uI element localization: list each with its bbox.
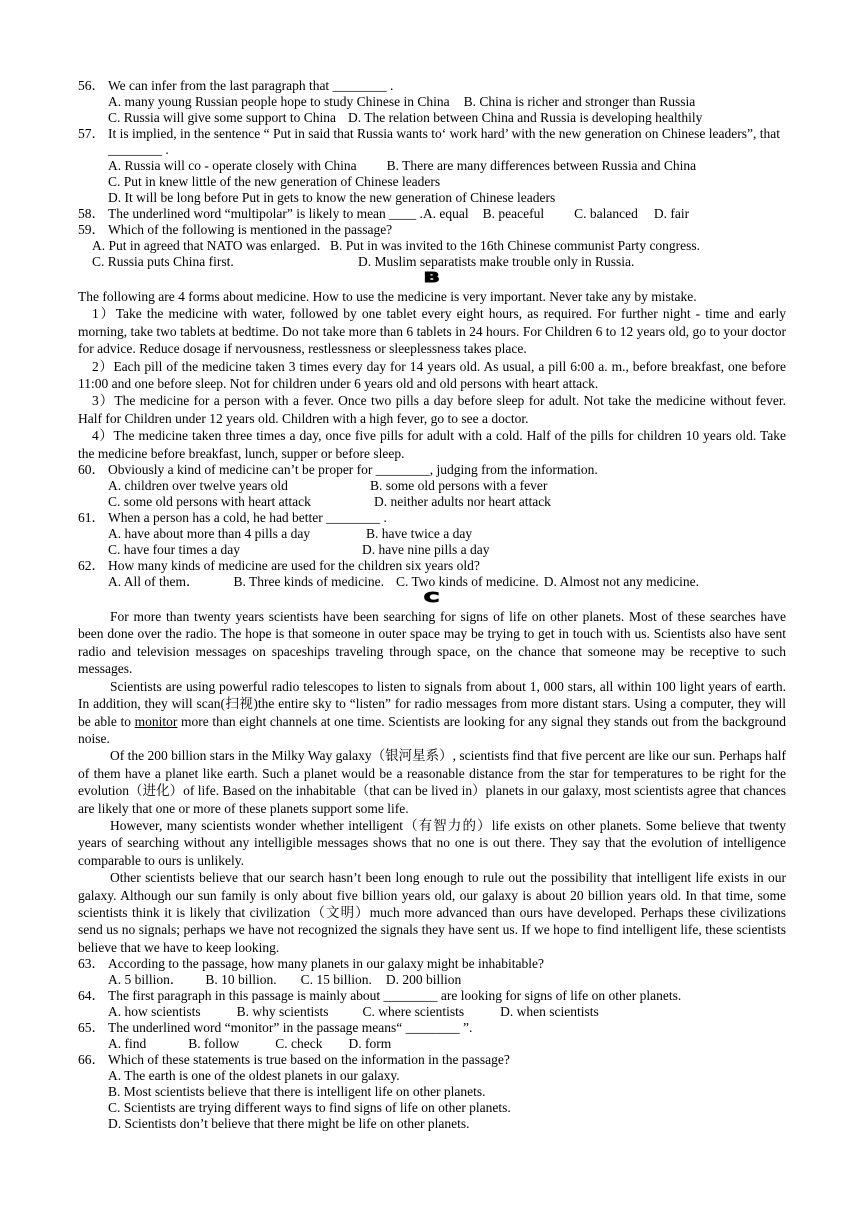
medicine-form-4: 4）The medicine taken three times a day, once five pills for adult with a cold. Half of the pills for children 10 years old. Take the medicine before breakfast, lunch, supper or before sleep. bbox=[78, 428, 786, 461]
question-60 bbox=[78, 462, 786, 478]
question-64 bbox=[78, 988, 786, 1004]
option-d: D. It will be long before Put in gets to know the new generation of Chinese leaders bbox=[108, 190, 556, 205]
option-a: A. have about more than 4 pills a day bbox=[108, 526, 311, 542]
options-row bbox=[78, 1004, 786, 1020]
options-row bbox=[78, 574, 786, 590]
question-number: 63． bbox=[78, 956, 105, 972]
option-b: B. Most scientists believe that there is intelligent life on other planets. bbox=[108, 1084, 486, 1100]
passage-paragraph-3: Of the 200 billion stars in the Milky Way galaxy（银河星系）, scientists find that five percent are like our sun. Perhaps half of them have a planet like earth. Such a planet would be a reasonable distance from the star for temperatures to be right for the evolution（进化）of life. Based on the inhabitable（that can be lived in）planets in our galaxy, most scientists agree that chances are likely that one or more of these planets support some life. bbox=[78, 748, 786, 816]
option-a: A. The earth is one of the oldest planets in our galaxy. bbox=[108, 1068, 400, 1084]
exam-page bbox=[78, 78, 786, 1132]
option-d: D. Muslim separatists make trouble only in Russia. bbox=[358, 254, 635, 269]
option-b: B. 10 billion. bbox=[205, 972, 277, 988]
option-c: C. have four times a day bbox=[108, 542, 240, 558]
option-c: C. balanced bbox=[574, 206, 638, 221]
options-row bbox=[78, 494, 786, 510]
question-number: 60． bbox=[78, 462, 105, 478]
passage-paragraph-5: Other scientists believe that our search hasn’t been long enough to rule out the possibility that intelligent life exists in our galaxy. Although our sun family is only about five billion years old, our galaxy is about 20 billion years old. In that time, some scientists think it is likely that civilization（文明）much more advanced than ours have developed. Perhaps these civilizations send us no signals; perhaps we have not recognized the signals they have sent us. If we hope to find intelligent life, these scientists believe that we have to keep looking. bbox=[78, 870, 786, 955]
option-d: D. have nine pills a day bbox=[362, 542, 490, 558]
medicine-form-3: 3）The medicine for a person with a fever. Once two pills a day before sleep for adult. Not take the medicine without fever. Half for Children under 12 years old. Children with a high fever, go to see a doctor. bbox=[78, 393, 786, 426]
question-62 bbox=[78, 558, 786, 574]
option-d: D. fair bbox=[653, 206, 690, 221]
option-d: D. form bbox=[348, 1036, 392, 1052]
option-b: B. Three kinds of medicine. bbox=[233, 574, 384, 590]
options-row bbox=[78, 972, 786, 988]
question-stem: Obviously a kind of medicine can’t be proper for ________, judging from the information. bbox=[108, 462, 598, 478]
options-row bbox=[78, 478, 786, 494]
question-59 bbox=[78, 222, 786, 238]
passage-paragraph-2: Scientists are using powerful radio telescopes to listen to signals from about 1, 000 stars, all within 100 light years of earth. In addition, they will scan(扫视)the entire sky to “listen” for radio messages from more distant stars. Using a computer, they will be able to monitor more than eight channels at one time. Scientists are looking for any signal they stands out from the background noise. bbox=[78, 678, 786, 746]
question-stem: It is implied, in the sentence “ Put in said that Russia wants to‘ work hard’ with the new generation on Chinese leaders”, that ________ . bbox=[108, 126, 780, 157]
options-row bbox=[78, 158, 786, 174]
medicine-form-2: 2）Each pill of the medicine taken 3 times every day for 14 years old. As usual, a pill 6:00 a. m., before breakfast, one before 11:00 and one before sleep. Not for children under 6 years old and old persons with heart attack. bbox=[78, 358, 786, 392]
option-c: C. Russia will give some support to China bbox=[108, 110, 336, 125]
option-d: D. 200 billion bbox=[385, 972, 462, 988]
question-stem: When a person has a cold, he had better ________ . bbox=[108, 510, 387, 526]
option-c: C. Scientists are trying different ways to find signs of life on other planets. bbox=[108, 1100, 511, 1116]
option-d: D. Scientists don’t believe that there might be life on other planets. bbox=[108, 1116, 470, 1132]
option-a: A. equal bbox=[422, 206, 469, 221]
option-b: B. Put in was invited to the 16th Chinese communist Party congress. bbox=[329, 238, 701, 253]
options-row bbox=[78, 110, 786, 126]
question-number: 59． bbox=[78, 222, 105, 237]
question-57 bbox=[78, 126, 786, 158]
option-b: B. peaceful bbox=[482, 206, 545, 221]
option-b: B. There are many differences between Russia and China bbox=[386, 158, 697, 173]
question-number: 58． bbox=[78, 206, 105, 221]
question-stem: We can infer from the last paragraph that ________ . bbox=[108, 78, 394, 93]
passage-paragraph-1: For more than twenty years scientists have been searching for signs of life on other planets. Most of these searches have been done over the radio. The hope is that someone in outer space may be trying to get in touch with us. Scientists also have sent radio and television messages on spaceships traveling through space, on the chance that someone may be receptive to such messages. bbox=[78, 609, 786, 677]
question-stem: How many kinds of medicine are used for the children six years old? bbox=[108, 558, 480, 574]
question-number: 66． bbox=[78, 1052, 105, 1068]
question-56 bbox=[78, 78, 786, 94]
question-stem: The underlined word “multipolar” is likely to mean ____ . bbox=[108, 206, 423, 221]
question-stem: Which of these statements is true based on the information in the passage? bbox=[108, 1052, 510, 1068]
option-c: C. Two kinds of medicine. bbox=[395, 574, 539, 590]
option-d: D. neither adults nor heart attack bbox=[374, 494, 551, 510]
option-c: C. where scientists bbox=[362, 1004, 465, 1020]
option-a: A. Put in agreed that NATO was enlarged． bbox=[92, 238, 330, 253]
question-61 bbox=[78, 510, 786, 526]
question-58 bbox=[78, 206, 786, 222]
options-row bbox=[78, 526, 786, 542]
question-63 bbox=[78, 956, 786, 972]
options-row bbox=[78, 238, 786, 254]
question-number: 65． bbox=[78, 1020, 105, 1036]
question-number: 62． bbox=[78, 558, 105, 574]
option-a: A. children over twelve years old bbox=[108, 478, 288, 494]
section-b-intro: The following are 4 forms about medicine. How to use the medicine is very important. Never take any by mistake. bbox=[78, 289, 697, 304]
option-c: C. check bbox=[275, 1036, 323, 1052]
option-b: B. some old persons with a fever bbox=[370, 478, 548, 494]
option-c: C. some old persons with heart attack bbox=[108, 494, 311, 510]
option-a: A. how scientists bbox=[108, 1004, 201, 1020]
options-row bbox=[78, 1036, 786, 1052]
options-row bbox=[78, 94, 786, 110]
option-d: D. when scientists bbox=[500, 1004, 599, 1020]
option-d: D. Almost not any medicine. bbox=[543, 574, 699, 590]
option-d: D. The relation between China and Russia is developing healthily bbox=[348, 110, 703, 125]
underlined-word-monitor: monitor bbox=[134, 713, 178, 729]
options-row bbox=[78, 254, 786, 270]
option-a: A. many young Russian people hope to study Chinese in China bbox=[108, 94, 450, 109]
passage-paragraph-4: However, many scientists wonder whether intelligent（有智力的）life exists on other planets. Some believe that twenty years of searching without any intelligible messages shows that no one is out there. They say that the evolution of intelligence comparable to ours is unlikely. bbox=[78, 817, 786, 868]
option-a: A. All of them． bbox=[108, 574, 200, 590]
question-66 bbox=[78, 1052, 786, 1068]
option-c: C. 15 billion. bbox=[300, 972, 372, 988]
option-c: C. Russia puts China first. bbox=[92, 254, 234, 269]
question-number: 56． bbox=[78, 78, 105, 93]
section-b-heading: B bbox=[423, 271, 441, 286]
question-stem: Which of the following is mentioned in the passage? bbox=[108, 222, 393, 237]
options-row bbox=[78, 542, 786, 558]
option-a: A. find bbox=[108, 1036, 147, 1052]
option-b: B. follow bbox=[188, 1036, 240, 1052]
section-c-heading: C bbox=[423, 591, 441, 607]
option-a: A. 5 billion． bbox=[108, 972, 184, 988]
question-stem: According to the passage, how many planets in our galaxy might be inhabitable? bbox=[108, 956, 545, 972]
question-number: 57． bbox=[78, 126, 105, 141]
option-b: B. why scientists bbox=[236, 1004, 329, 1020]
medicine-form-1: 1）Take the medicine with water, followed by one tablet every eight hours, as required. For further night - time and early morning, take two tablets at bedtime. Do not take more than 6 tablets in 24 hours. For Children 6 to 12 years old, go to your doctor for advice. Reduce dosage if nervousness, restlessness or sleeplessness takes place. bbox=[78, 306, 786, 357]
question-stem: The first paragraph in this passage is mainly about ________ are looking for signs of life on other planets. bbox=[108, 988, 682, 1004]
option-b: B. China is richer and stronger than Russia bbox=[463, 94, 696, 109]
question-stem: The underlined word “monitor” in the passage means“ ________ ”. bbox=[108, 1020, 473, 1036]
option-c: C. Put in knew little of the new generation of Chinese leaders bbox=[108, 174, 441, 189]
question-number: 61． bbox=[78, 510, 105, 526]
option-b: B. have twice a day bbox=[366, 526, 473, 542]
question-number: 64． bbox=[78, 988, 105, 1004]
option-a: A. Russia will co - operate closely with China bbox=[108, 158, 357, 173]
question-65 bbox=[78, 1020, 786, 1036]
